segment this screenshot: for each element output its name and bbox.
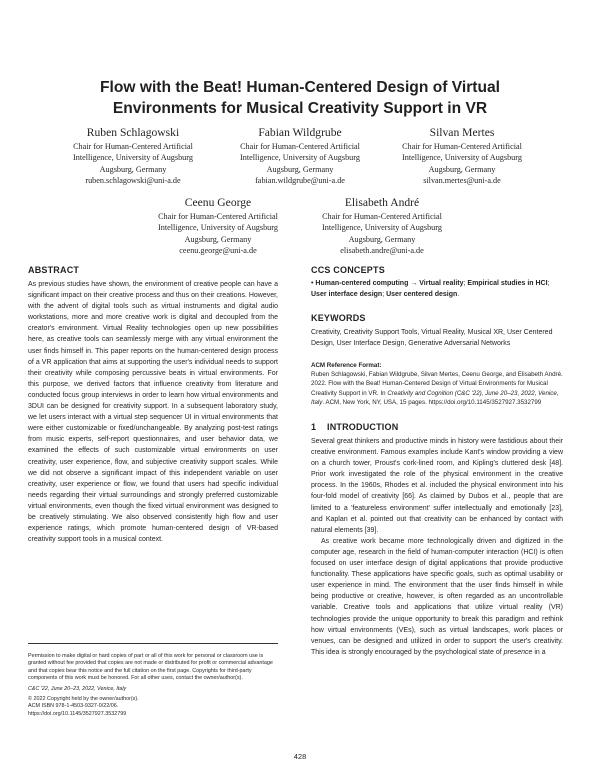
author-affiliation: Intelligence, University of Augsburg	[240, 153, 360, 163]
author-block	[43, 126, 223, 187]
author-affiliation: Chair for Human-Centered Artificial	[73, 142, 193, 151]
separator: ;	[463, 280, 466, 287]
ccs-term: User centered design	[386, 290, 458, 298]
intro-paragraph	[311, 536, 563, 658]
author-affiliation: Intelligence, University of Augsburg	[322, 223, 442, 233]
author-email[interactable]: ceenu.george@uni-a.de	[179, 246, 257, 256]
separator: ;	[382, 290, 385, 298]
ccs-term: Human-centered computing	[315, 280, 409, 287]
author-location: Augsburg, Germany	[266, 164, 334, 174]
reference-venue: Creativity and Cognition (C&C '22), June 20–23, 2022, Venice, Italy	[311, 389, 559, 406]
title-line-2: Environments for Musical Creativity Support in VR	[112, 100, 488, 117]
author-location: Augsburg, Germany	[428, 164, 496, 174]
doi-link[interactable]: https://doi.org/10.1145/3527927.3532799	[28, 710, 127, 717]
reference-format-text	[311, 370, 563, 407]
author-block	[292, 196, 472, 257]
permission-notice: Permission to make digital or hard copies of part or all of this work for personal or classroom use is granted without fee provided that copies are not made or distributed for profit or commercial advantage and that copies bear this notice and the full citation on the first page. Copyrights for third-party components of this work must be honored. For all other uses, contact the owner/author(s).	[28, 653, 273, 682]
ccs-term: Empirical studies in HCI	[467, 280, 548, 287]
ccs-heading: CCS CONCEPTS	[311, 265, 385, 275]
author-location: Augsburg, Germany	[184, 234, 252, 244]
author-email[interactable]: silvan.mertes@uni-a.de	[423, 176, 501, 186]
venue-line: C&C '22, June 20–23, 2022, Venice, Italy	[28, 685, 127, 692]
author-email[interactable]: elisabeth.andre@uni-a.de	[340, 246, 424, 256]
author-location: Augsburg, Germany	[348, 234, 416, 244]
author-email[interactable]: fabian.wildgrube@uni-a.de	[255, 176, 345, 186]
author-affiliation: Intelligence, University of Augsburg	[402, 153, 522, 163]
ccs-term: Virtual reality	[419, 280, 464, 287]
ccs-term: User interface design	[311, 290, 383, 298]
paper-title	[40, 77, 560, 119]
copyright-footnote	[28, 643, 278, 718]
author-name: Ceenu George	[184, 196, 252, 209]
author-name: Elisabeth André	[344, 196, 420, 209]
author-location: Augsburg, Germany	[99, 164, 167, 174]
abstract-text: As previous studies have shown, the environment of creative people can have a significant impact on their creative process and thus on their creations. However, with the advent of digital tools such as virtual instruments and digital audio workstations, more and more creative work is digital and decoupled from the creator's environment. Virtual Reality technologies open up new possibilities here, as creative tools can seamlessly merge with any virtual environment the user finds himself in. This paper reports on the human-centered design process of a VR application that aims at supporting the user's individual needs to support their creativity while composing percussive beats in virtual environments. For this purpose, we derived factors that influence creativity from literature and conducted focus group interviews in order to learn how virtual environments and 3DUI can be designed for creativity support. In a subsequent laboratory study, we let users interact with a virtual step sequencer UI in virtual environments that were either customizable or fixed/unchangeable. By analyzing post-test ratings from music experts, self-report questionnaires, and user behavior data, we examined the effects of such customizable virtual environments on user creativity, user experience, flow, and subjective creativity support scales. While we did not observe a significant impact of this independent variable on user creativity, user experience or flow, we found that users had specific individual needs regarding their virtual surroundings and strongly preferred customizable virtual environments, even though the fixed virtual environment was designed to be creatively stimulating. We also observed consistently high flow and user experience ratings, which promote human-centered design of VR-based creativity support tools in a musical context.	[28, 281, 278, 544]
author-name: Ruben Schlagowski	[86, 126, 180, 139]
intro-text: in a	[532, 648, 546, 656]
copyright-line: © 2022 Copyright held by the owner/author(s).	[28, 696, 139, 703]
title-line-1: Flow with the Beat! Human-Centered Design of Virtual	[100, 79, 500, 96]
author-affiliation: Intelligence, University of Augsburg	[158, 223, 278, 233]
separator: ;	[547, 280, 550, 287]
intro-emphasis: presence	[503, 648, 533, 656]
arrow-icon: →	[410, 280, 418, 287]
reference-doi: . ACM, New York, NY, USA, 15 pages. https://doi.org/10.1145/3527927.3532799	[322, 398, 542, 406]
author-affiliation: Chair for Human-Centered Artificial	[322, 212, 442, 221]
author-email[interactable]: ruben.schlagowski@uni-a.de	[85, 176, 181, 186]
author-affiliation: Intelligence, University of Augsburg	[73, 153, 193, 163]
intro-text: As creative work became more technologically driven and digitized in the computer age, research in the field of human-computer interaction (HCI) is often focused on user interface design of digital applications that provide productive functionality. These applications have specific goals, such as optimal usability or user experience in mind. The environment that the user finds himself in while being productive or creative, however, is often regarded as an uncontrollable variable. Creative tools and applications that utilize virtual reality (VR) technologies provide the unique opportunity to break this paradigm and rethink how virtual environments (VEs), such as virtual landscapes, work places or venues, can be designed and utilized in order to support the user's creativity. This idea is strongly encouraged by the psychological state of	[311, 537, 563, 656]
keywords-heading: KEYWORDS	[311, 313, 366, 323]
author-affiliation: Chair for Human-Centered Artificial	[402, 142, 522, 151]
right-column	[311, 264, 563, 658]
introduction-heading: 1 INTRODUCTION	[311, 422, 399, 432]
page-number: 428	[293, 752, 307, 761]
ccs-concepts	[311, 279, 563, 300]
abstract-heading: ABSTRACT	[28, 265, 80, 275]
author-name: Silvan Mertes	[429, 126, 495, 139]
reference-citation: Ruben Schlagowski, Fabian Wildgrube, Silvan Mertes, Ceenu George, and Elisabeth André. 2022. Flow with the Beat! Human-Centered Design of Virtual Environments for Musical Creativity Support in VR. In	[311, 371, 563, 397]
author-block	[372, 126, 552, 187]
period: .	[457, 290, 460, 298]
author-affiliation: Chair for Human-Centered Artificial	[240, 142, 360, 151]
intro-paragraph: Several great thinkers and productive minds in history were fastidious about their creative environment. Famous examples include Kant's window providing a view on a church tower, Proust's cork-lined room, and Kipling's cluttered desk [48]. Prior work investigated the role of the physical environment in the creative process. In the 1960s, Rhodes et al. included the physical environment into his four-fold model of creativity [66]. As claimed by Dubos et al., people that are limited to a 'featureless environment' suffer intellectually and emotionally [23], and Kaplan et al. pointed out that creativity can be enhanced by contact with natural elements [39].	[311, 438, 563, 534]
left-column	[28, 264, 278, 545]
isbn-line: ACM ISBN 978-1-4503-9327-0/22/06.	[28, 703, 119, 710]
author-block	[128, 196, 308, 257]
author-affiliation: Chair for Human-Centered Artificial	[158, 212, 278, 221]
bullet: •	[311, 280, 314, 287]
reference-format-heading: ACM Reference Format:	[311, 362, 382, 370]
author-block	[210, 126, 390, 187]
author-name: Fabian Wildgrube	[258, 126, 342, 139]
keywords-text: Creativity, Creativity Support Tools, Virtual Reality, Musical XR, User Centered Design, User Interface Design, Generative Adversarial Networks	[311, 329, 553, 348]
